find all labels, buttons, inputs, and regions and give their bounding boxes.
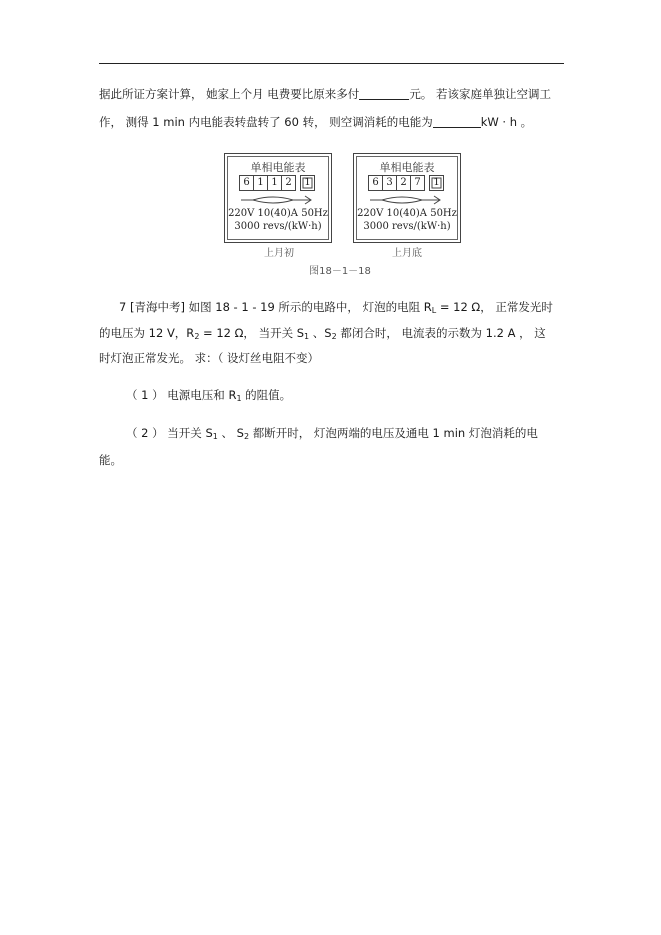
text-segment: = 12 Ω， 正常发光时 bbox=[436, 300, 553, 314]
answer-blank[interactable] bbox=[433, 115, 481, 128]
electric-meter-end bbox=[353, 153, 461, 243]
meter-digit: 2 bbox=[397, 175, 411, 191]
rotation-arrow-icon bbox=[239, 195, 315, 205]
text-segment: = 12 Ω， 当开关 S bbox=[199, 326, 305, 340]
answer-blank[interactable] bbox=[359, 87, 409, 100]
text-segment: 作， 测得 1 min 内电能表转盘转了 60 转， 则空调消耗的电能为 bbox=[99, 115, 433, 129]
text-segment: 都闭合时， 电流表的示数为 1.2 A ， 这 bbox=[336, 326, 546, 340]
text-segment: （ 1 ） 电源电压和 R bbox=[126, 388, 237, 402]
meter-digit-decimal: 1 bbox=[429, 175, 444, 191]
meter-digit: 6 bbox=[368, 175, 383, 191]
meter-digit: 2 bbox=[282, 175, 296, 191]
meter-digit: 3 bbox=[383, 175, 397, 191]
text-segment: 、S bbox=[309, 326, 332, 340]
text-segment: 元。 若该家庭单独让空调工 bbox=[409, 87, 551, 101]
sub-question-2 bbox=[126, 425, 566, 445]
meter-spec-rating: 220V 10(40)A 50Hz bbox=[228, 208, 328, 219]
meter-spec-revs: 3000 revs/(kW·h) bbox=[234, 221, 322, 232]
text-segment: 的阻值。 bbox=[241, 388, 292, 402]
rotation-arrow-icon bbox=[368, 195, 444, 205]
text-line: 时灯泡正常发光。 求：（ 设灯丝电阻不变） bbox=[99, 351, 320, 365]
text-line bbox=[99, 86, 569, 102]
meter-digits bbox=[239, 175, 315, 191]
subscript: 1 bbox=[212, 432, 218, 441]
subscript: 1 bbox=[304, 332, 310, 341]
meter-label: 上月初 bbox=[264, 248, 294, 259]
figure-caption: 图18－1－18 bbox=[309, 266, 371, 277]
text-line bbox=[119, 299, 569, 319]
subscript: L bbox=[431, 306, 437, 315]
text-line: 能。 bbox=[99, 453, 122, 467]
meter-digit: 1 bbox=[254, 175, 268, 191]
text-line bbox=[99, 325, 569, 345]
text-line bbox=[99, 114, 569, 130]
meter-digit: 7 bbox=[411, 175, 425, 191]
subscript: 2 bbox=[194, 332, 200, 341]
text-segment: 据此所证方案计算， 她家上个月 电费要比原来多付 bbox=[99, 87, 360, 101]
subscript: 2 bbox=[331, 332, 337, 341]
text-segment: 的电压为 12 V，R bbox=[99, 326, 195, 340]
text-segment: kW · h 。 bbox=[480, 115, 533, 129]
header-rule bbox=[99, 63, 564, 64]
meter-title: 单相电能表 bbox=[379, 161, 435, 174]
sub-question-1 bbox=[126, 387, 566, 407]
subscript: 2 bbox=[243, 432, 250, 441]
electric-meter-start bbox=[224, 153, 332, 243]
meter-digit: 1 bbox=[268, 175, 282, 191]
meter-spec-rating: 220V 10(40)A 50Hz bbox=[357, 208, 457, 219]
meter-digit: 6 bbox=[239, 175, 254, 191]
meter-title: 单相电能表 bbox=[250, 161, 306, 174]
subscript: 1 bbox=[236, 394, 242, 403]
meter-digits bbox=[368, 175, 444, 191]
text-segment: 7 [青海中考] 如图 18 - 1 - 19 所示的电路中， 灯泡的电阻 R bbox=[119, 300, 432, 314]
text-segment: 、 S bbox=[217, 426, 244, 440]
meter-spec-revs: 3000 revs/(kW·h) bbox=[363, 221, 451, 232]
meter-digit-decimal: 1 bbox=[300, 175, 315, 191]
text-segment: 都断开时， 灯泡两端的电压及通电 1 min 灯泡消耗的电 bbox=[249, 426, 538, 440]
text-segment: （ 2 ） 当开关 S bbox=[126, 426, 213, 440]
meter-label: 上月底 bbox=[392, 248, 422, 259]
